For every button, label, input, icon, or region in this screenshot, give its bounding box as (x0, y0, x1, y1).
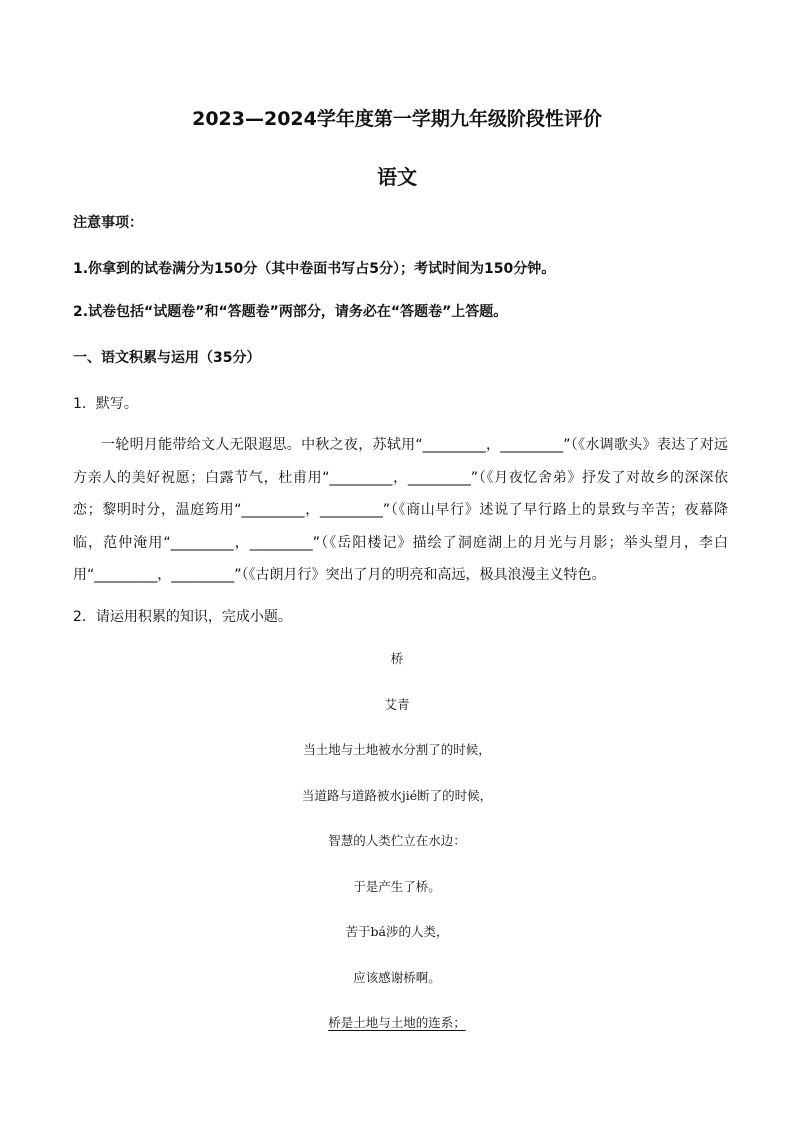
notice-heading: 注意事项： (73, 215, 143, 231)
underlined-text: 桥是土地与土地的连系； (328, 1015, 466, 1030)
subject-title: 语文 (377, 165, 417, 189)
poem-author: 艾青 (384, 696, 410, 712)
poem-line: 苦于bá涉的人类， (345, 924, 449, 939)
poem-line: 当土地与土地被水分割了的时候， (303, 742, 491, 757)
poem (0, 646, 794, 1056)
exam-title: 2023—2024学年度第一学期九年级阶段性评价 (192, 108, 602, 130)
question-1-label: 1．默写。 (73, 396, 138, 412)
notice-item-1: 1.你拿到的试卷满分为150分（其中卷面书写占5分）；考试时间为150分钟。 (73, 261, 556, 277)
poem-line: 应该感谢桥啊。 (353, 969, 441, 985)
question-2-label: 2．请运用积累的知识，完成小题。 (73, 609, 292, 625)
question-1-passage: 一轮明月能带给文人无限遐思。中秋之夜，苏轼用“_________，_________”（《水调歌头》表达了对远方亲人的美好祝愿；白露节气，杜甫用“_________，_________”（《月夜忆舍弟》抒发了对故乡的深深依恋；黎明时分，温庭筠用“_________，_________”（《商山早行》述说了早行路上的景致与辛苦；夜幕降临，范仲淹用“_________，_________”（《岳阳楼记》描绘了洞庭湖上的月光与月影；举头望月，李白用“_________，_________”（《古朗月行》突出了月的明亮和高远，极具浪漫主义特色。 (73, 437, 728, 583)
section-1-heading: 一、语文积累与运用（35分） (73, 350, 261, 366)
poem-line: 于是产生了桥。 (353, 878, 441, 894)
poem-line-underlined (0, 1010, 794, 1056)
poem-title: 桥 (390, 651, 404, 666)
poem-line: 智慧的人类伫立在水边： (328, 833, 466, 848)
notice-item-2: 2.试卷包括“试题卷”和“答题卷”两部分，请务必在“答题卷”上答题。 (73, 304, 508, 320)
poem-line: 当道路与道路被水jié断了的时候， (301, 787, 493, 803)
